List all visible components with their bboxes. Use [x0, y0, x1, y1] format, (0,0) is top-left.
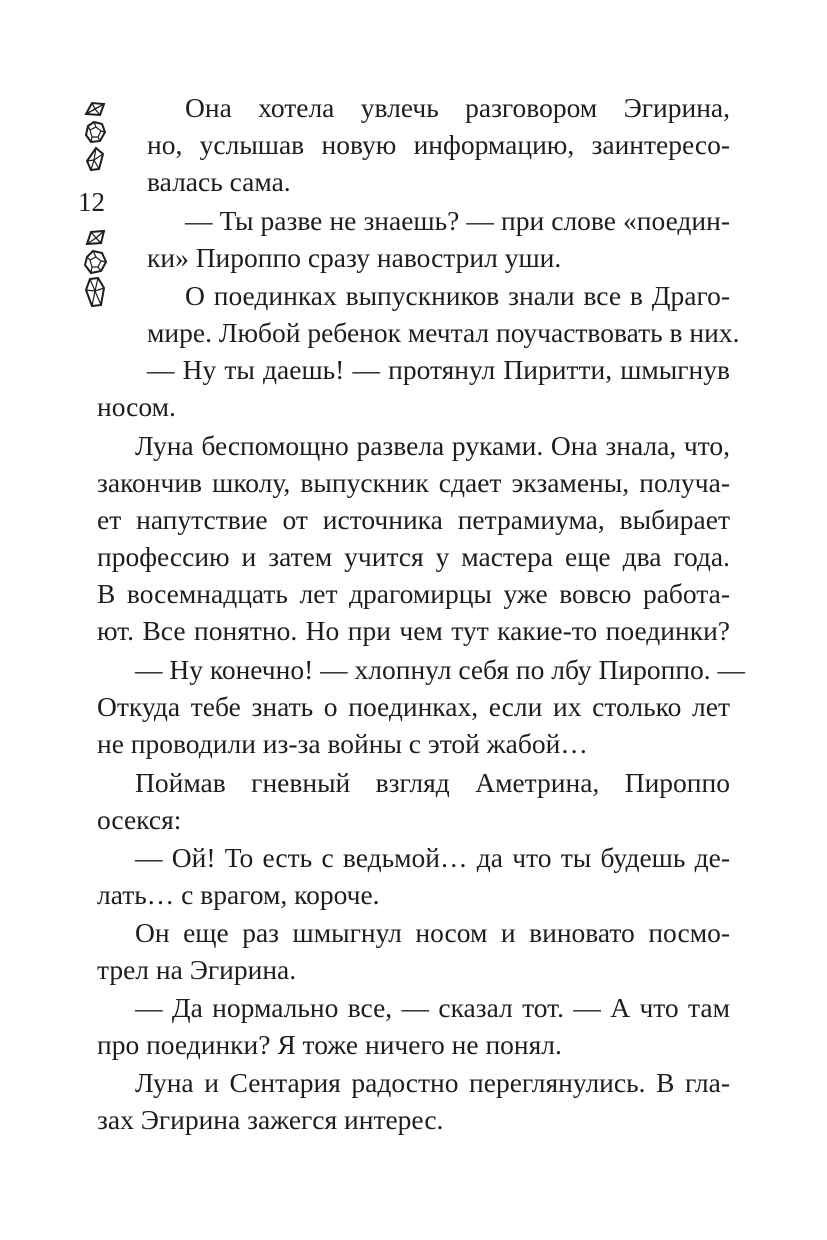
text-line: Луна беспомощно развела руками. Она знала, что, [135, 430, 730, 461]
text-line: не проводили из-за войны с этой жабой… [97, 728, 588, 759]
text-line: Она хотела увлечь разговором Эгирина, [185, 92, 730, 123]
margin-ornament-top [82, 100, 108, 172]
text-line: ют. Все понятно. Но при чем тут какие-то поединки? [97, 615, 730, 646]
text-line: Он еще раз шмыгнул носом и виновато посмо- [135, 917, 730, 948]
round-gem-icon [82, 120, 108, 144]
crystal-gem-icon [82, 276, 108, 308]
text-line: ки» Пироппо сразу навострил уши. [147, 242, 562, 273]
margin-ornament-bottom [82, 228, 108, 308]
text-line: — Да нормально все, — сказал тот. — А что там [135, 992, 730, 1023]
text-line: носом. [97, 391, 176, 422]
crystal-gem-icon [82, 146, 108, 172]
round-gem-icon [82, 249, 108, 275]
text-line: — Ой! То есть с ведьмой… да что ты будешь де- [135, 842, 730, 873]
text-line: но, услышав новую информацию, заинтересо- [147, 129, 730, 160]
text-line: зах Эгирина зажегся интерес. [97, 1104, 444, 1135]
text-line: — Ну конечно! — хлопнул себя по лбу Пироппо. — [135, 654, 746, 685]
text-line: закончив школу, выпускник сдает экзамены, получа- [97, 467, 730, 498]
text-line: — Ты разве не знаешь? — при слове «поедин- [185, 205, 730, 236]
text-line: осекся: [97, 804, 182, 835]
leaf-gem-icon [82, 228, 108, 248]
text-line: О поединках выпускников знали все в Драго- [185, 280, 730, 311]
text-line: В восемнадцать лет драгомирцы уже вовсю работа- [97, 578, 730, 609]
text-line: трел на Эгирина. [97, 954, 297, 985]
text-line: Откуда тебе знать о поединках, если их столько лет [97, 691, 730, 722]
text-line: ет напутствие от источника петрамиума, выбирает [97, 504, 730, 535]
text-line: валась сама. [147, 166, 291, 197]
text-line: профессию и затем учится у мастера еще два года. [97, 541, 730, 572]
text-line: Поймав гневный взгляд Аметрина, Пироппо [135, 767, 730, 798]
text-line: — Ну ты даешь! — протянул Пиритти, шмыгнув [147, 354, 730, 385]
page-number: 12 [78, 187, 105, 217]
text-line: Луна и Сентария радостно переглянулись. В гла- [135, 1067, 730, 1098]
text-line: мире. Любой ребенок мечтал поучаствовать в них. [147, 317, 740, 348]
leaf-gem-icon [82, 100, 108, 118]
text-line: про поединки? Я тоже ничего не понял. [97, 1029, 562, 1060]
text-line: лать… с врагом, короче. [97, 879, 380, 910]
